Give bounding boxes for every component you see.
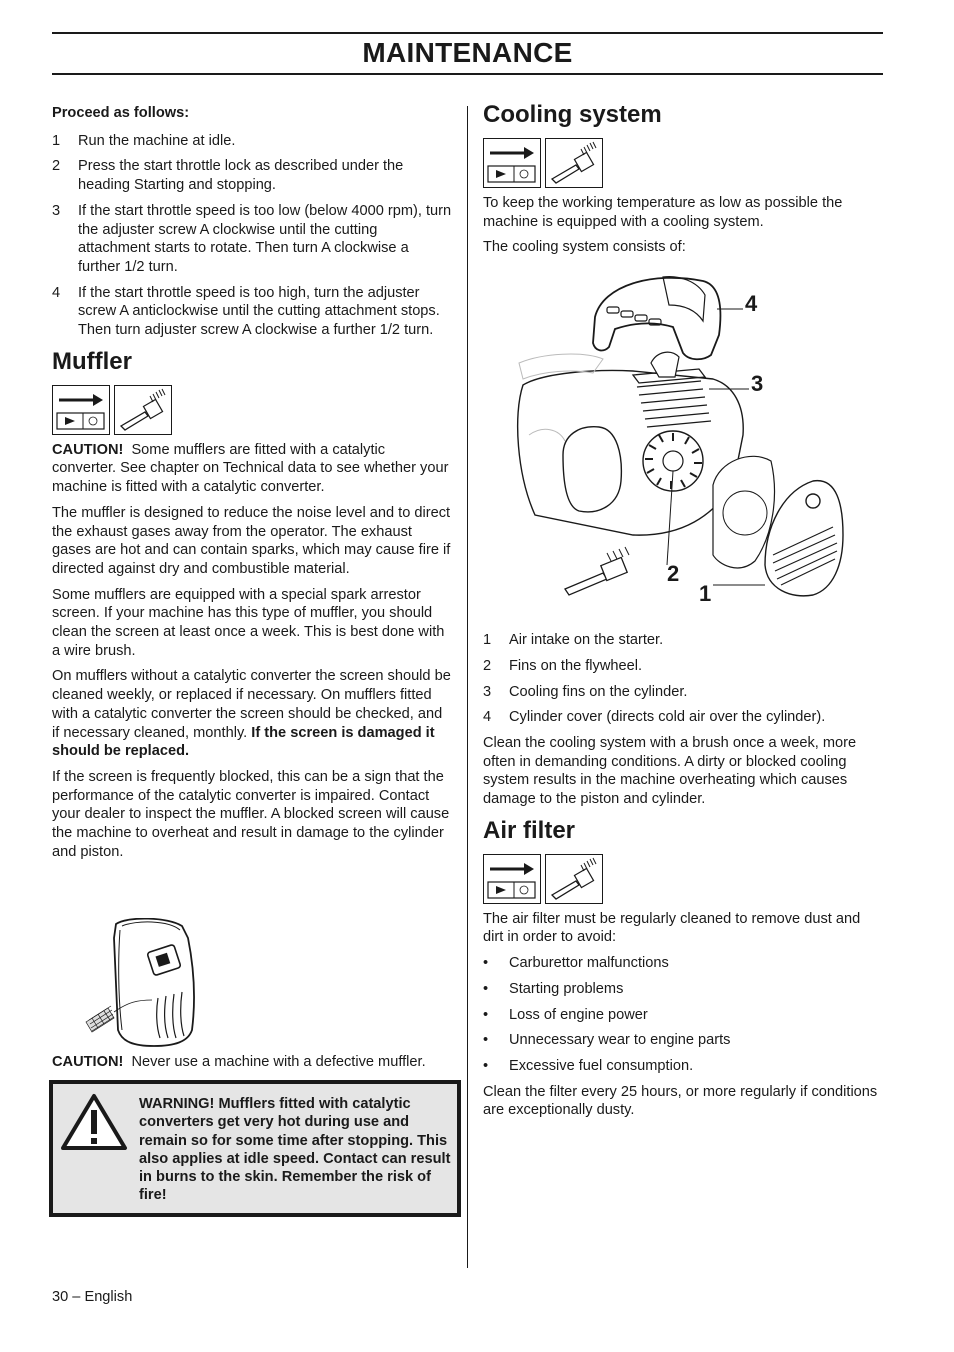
muffler-icons — [52, 385, 452, 435]
proceed-heading: Proceed as follows: — [52, 105, 190, 121]
item-text: Fins on the flywheel. — [509, 657, 643, 674]
step-text: Press the start throttle lock as described under the heading Starting and stopping. — [78, 158, 404, 194]
callout-1: 1 — [699, 581, 712, 607]
muffler-heading: Muffler — [52, 347, 132, 375]
air-filter-icons — [483, 854, 883, 904]
cooling-illustration — [483, 265, 883, 621]
left-column — [52, 104, 452, 869]
item-text: Cylinder cover (directs cold air over the cylinder). — [509, 709, 826, 726]
list-item: • Excessive fuel consumption. — [483, 1057, 694, 1074]
bullet: • — [483, 1032, 489, 1049]
list-item: • Loss of engine power — [483, 1006, 648, 1023]
air-filter-heading: Air filter — [483, 816, 576, 844]
item-text: Air intake on the starter. — [509, 632, 664, 649]
caution-catalytic: CAUTION! Some mufflers are fitted with a catalytic converter. See chapter on Technical data to see whether your machine is fitted with a catalytic converter. — [52, 441, 449, 496]
step-number: 3 — [52, 202, 61, 219]
step-text: Run the machine at idle. — [78, 132, 236, 149]
item-text: Cooling fins on the cylinder. — [509, 683, 688, 700]
page-title: MAINTENANCE — [362, 37, 573, 68]
step-number: 2 — [52, 158, 61, 175]
right-column — [483, 100, 883, 1127]
cooling-para-1: To keep the working temperature as low as possible the machine is equipped with a cooling system. — [483, 195, 843, 230]
cooling-heading: Cooling system — [483, 101, 662, 128]
warning-triangle-icon — [59, 1092, 129, 1152]
muffler-illustration — [84, 918, 204, 1050]
cooling-para-2: The cooling system consists of: — [483, 239, 686, 256]
caution-defective: CAUTION! Never use a machine with a defective muffler. — [52, 1054, 426, 1070]
step-number: 1 — [52, 132, 61, 149]
muffler-para-2: Some mufflers are equipped with a special spark arrestor screen. If your machine has this type of muffler, you should clean the screen at least once a week. This is best done with a wire brush. — [52, 586, 445, 659]
step-number: 4 — [52, 284, 61, 301]
bullet: • — [483, 980, 489, 997]
page-footer: 30 – English — [52, 1289, 133, 1305]
header-rule-bottom — [52, 73, 883, 75]
stop-engine-icon — [52, 385, 110, 435]
list-item — [483, 708, 883, 727]
list-item — [52, 157, 452, 194]
column-divider — [467, 106, 468, 1268]
warning-text: WARNING! Mufflers fitted with catalytic converters get very hot during use and remain so for some time after stopping. This also applies at idle speed. Contact can result in burns to the skin. Remember the risk of fire! — [139, 1096, 451, 1204]
list-item — [483, 657, 883, 676]
item-number: 3 — [483, 683, 492, 700]
stop-engine-icon — [483, 138, 541, 188]
list-item: • Carburettor malfunctions — [483, 955, 669, 972]
bullet: • — [483, 955, 489, 972]
item-number: 1 — [483, 632, 492, 649]
header-rule-top — [52, 32, 883, 34]
cooling-para-3: Clean the cooling system with a brush once a week, more often in demanding conditions. A dirty or blocked cooling system results in the machine overheating which causes damage to the piston and cylinder. — [483, 734, 857, 808]
brush-icon — [545, 138, 603, 188]
callout-2: 2 — [667, 561, 680, 587]
air-filter-para-1: The air filter must be regularly cleaned to remove dust and dirt in order to avoid: — [483, 910, 861, 946]
cooling-parts-list — [483, 631, 883, 727]
list-item: • Unnecessary wear to engine parts — [483, 1032, 731, 1049]
step-text: If the start throttle speed is too high, turn the adjuster screw A anticlockwise until the cutting attachment stops. Then turn adjuster screw A clockwise a further 1/2 turn. — [78, 284, 440, 339]
list-item — [483, 683, 883, 702]
procedure-steps — [52, 132, 452, 340]
step-text: If the start throttle speed is too low (below 4000 rpm), turn the adjuster screw A clockwise until the cutting attachment starts to rotate. Then turn A clockwise a further 1/2 turn. — [78, 202, 452, 275]
list-item — [52, 284, 452, 340]
item-number: 2 — [483, 657, 492, 674]
list-item: • Starting problems — [483, 980, 624, 997]
bullet: • — [483, 1057, 489, 1074]
brush-icon — [545, 854, 603, 904]
brush-icon — [114, 385, 172, 435]
muffler-para-1: The muffler is designed to reduce the noise level and to direct the exhaust gases away from the operator. The exhaust gases are hot and can contain sparks, which may cause fire if directed against dry and combustible material. — [52, 504, 451, 577]
callout-3: 3 — [751, 371, 764, 397]
bullet: • — [483, 1006, 489, 1023]
stop-engine-icon — [483, 854, 541, 904]
muffler-para-4: If the screen is frequently blocked, this can be a sign that the performance of the catalytic converter is impaired. Contact your dealer to inspect the muffler. A blocked screen will cause the machine to overheat and result in damage to the cylinder and piston. — [52, 768, 450, 860]
item-number: 4 — [483, 709, 492, 726]
list-item — [483, 631, 883, 650]
list-item — [52, 132, 452, 151]
cooling-icons — [483, 138, 883, 188]
warning-box — [49, 1080, 461, 1217]
air-filter-bullets — [483, 954, 883, 1076]
muffler-para-3: On mufflers without a catalytic converter the screen should be cleaned weekly, or replaced if necessary. On mufflers fitted with a catalytic converter the screen should be checked, and if necessary cleaned, monthly. If the screen is damaged it should be replaced. — [52, 668, 451, 760]
list-item — [52, 202, 452, 277]
air-filter-para-2: Clean the filter every 25 hours, or more regularly if conditions are exceptionally dusty. — [483, 1083, 878, 1119]
callout-4: 4 — [745, 291, 758, 317]
